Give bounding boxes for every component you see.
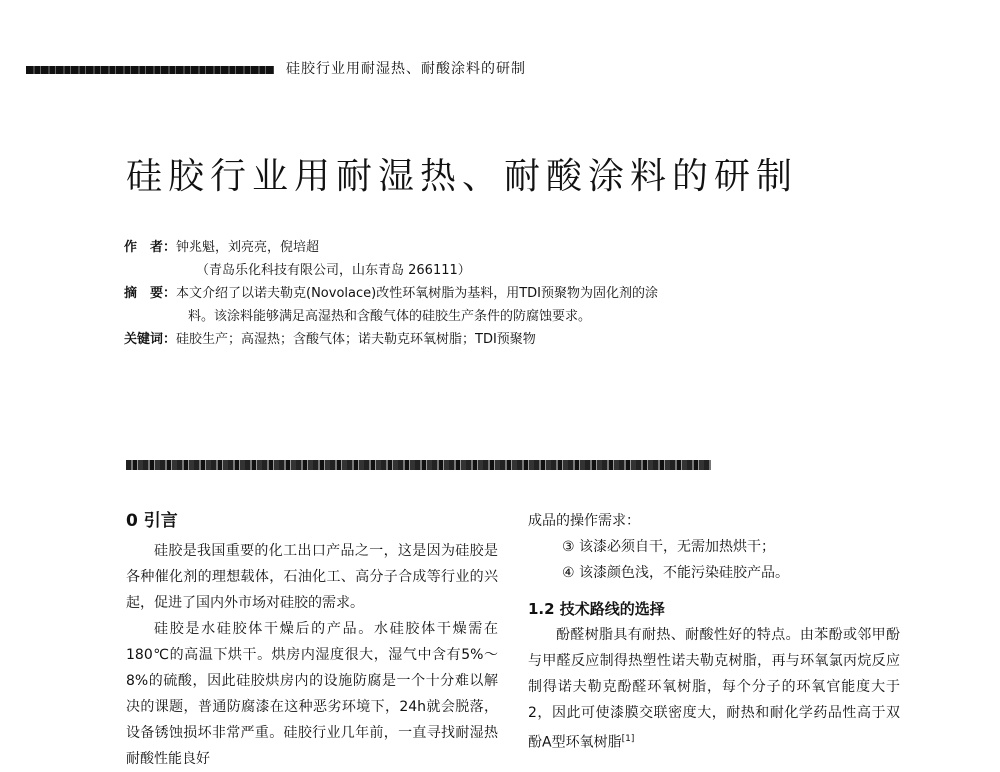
abstract-label: 摘 要： — [124, 286, 177, 301]
abstract-row — [124, 282, 864, 305]
intro-paragraph-2: 硅胶是水硅胶体干燥后的产品。水硅胶体干燥需在180℃的高温下烘干。烘房内湿度很大，湿气中含有5%～8%的硫酸，因此硅胶烘房内的设施防腐是一个十分难以解决的课题，普通防腐漆在这种恶劣环境下，24h就会脱落，设备锈蚀损坏非常严重。硅胶行业几年前，一直寻找耐湿热耐酸性能良好 — [126, 621, 498, 767]
left-column — [126, 508, 498, 772]
keywords-label: 关键词： — [124, 332, 177, 347]
abstract-line-2: 料。该涂料能够满足高湿热和含酸气体的硅胶生产条件的防腐蚀要求。 — [188, 309, 592, 324]
section-divider — [126, 460, 711, 470]
technical-route-text: 酚醛树脂具有耐热、耐酸性好的特点。由苯酚或邻甲酚与甲醛反应制得热塑性诺夫勒克树脂，再与环氧氯丙烷反应制得诺夫勒克酚醛环氧树脂，每个分子的环氧官能度大于2，因此可使漆膜交联密度大，耐热和耐化学药品性高于双酚A型环氧树脂 — [528, 627, 900, 751]
authors-label: 作 者： — [124, 240, 177, 255]
running-header-title: 硅胶行业用耐湿热、耐酸涂料的研制 — [286, 61, 526, 77]
keywords-row — [124, 328, 864, 351]
requirements-intro: 成品的操作需求： — [528, 513, 640, 529]
affiliation: （青岛乐化科技有限公司，山东青岛 266111） — [196, 263, 471, 278]
right-column — [528, 508, 900, 756]
requirement-item-4: ④ 该漆颜色浅，不能污染硅胶产品。 — [562, 565, 790, 581]
technical-route-paragraph — [528, 622, 900, 756]
running-header — [0, 56, 1000, 84]
authors: 钟兆魁，刘亮亮，倪培超 — [176, 240, 320, 255]
header-decorative-bar — [26, 66, 274, 74]
section-heading-introduction: 0 引言 — [126, 511, 178, 531]
intro-paragraph-1: 硅胶是我国重要的化工出口产品之一，这是因为硅胶是各种催化剂的理想载体，石油化工、高分子合成等行业的兴起，促进了国内外市场对硅胶的需求。 — [126, 543, 498, 611]
subsection-heading-technical-route: 1.2 技术路线的选择 — [528, 600, 665, 618]
abstract-row-2 — [124, 305, 864, 328]
reference-marker: [1] — [621, 734, 635, 744]
authors-row — [124, 236, 864, 259]
abstract-line-1: 本文介绍了以诺夫勒克(Novolace)改性环氧树脂为基料，用TDI预聚物为固化剂的涂 — [176, 286, 658, 301]
article-title: 硅胶行业用耐湿热、耐酸涂料的研制 — [126, 156, 799, 197]
keywords: 硅胶生产；高湿热；含酸气体；诺夫勒克环氧树脂；TDI预聚物 — [176, 332, 536, 347]
article-meta — [124, 236, 864, 351]
affiliation-row — [124, 259, 864, 282]
requirement-item-3: ③ 该漆必须自干，无需加热烘干； — [562, 539, 776, 555]
